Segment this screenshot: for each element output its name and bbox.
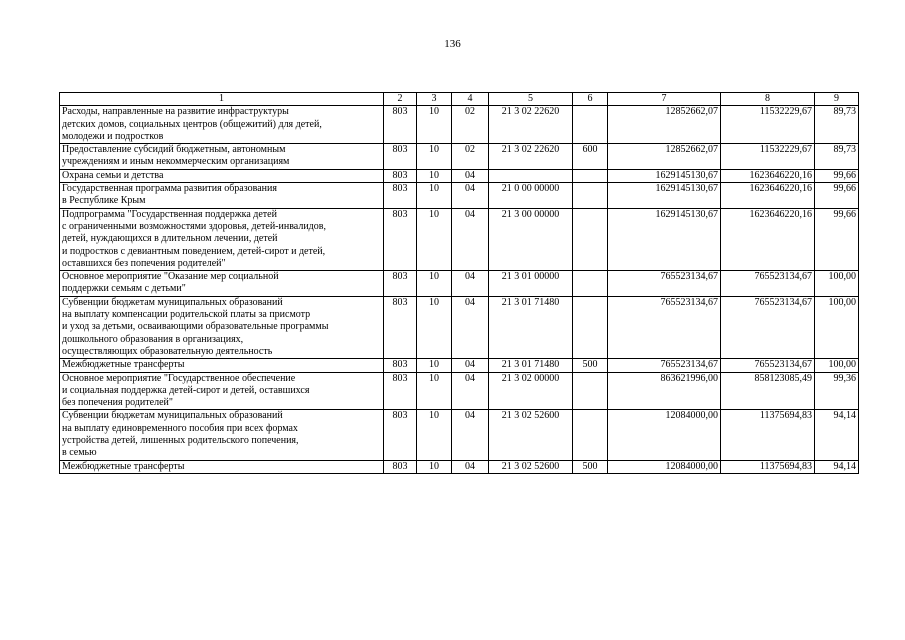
- col-5-value: 21 3 01 00000: [489, 271, 573, 297]
- col-8-value: 1623646220,16: [721, 169, 815, 182]
- col-7-value: 863621996,00: [608, 372, 721, 410]
- column-header: 4: [452, 93, 489, 106]
- col-9-value: 99,36: [815, 372, 859, 410]
- col-4-value: 04: [452, 460, 489, 473]
- col-6-value: [573, 410, 608, 460]
- col-9-value: 100,00: [815, 296, 859, 358]
- col-3-value: 10: [417, 169, 452, 182]
- col-8-value: 11375694,83: [721, 410, 815, 460]
- col-3-value: 10: [417, 183, 452, 209]
- page-number: 136: [444, 38, 461, 50]
- table-row: [60, 144, 859, 170]
- col-5-value: [489, 169, 573, 182]
- col-9-value: 99,66: [815, 183, 859, 209]
- col-5-value: 21 3 02 00000: [489, 372, 573, 410]
- col-9-value: 89,73: [815, 106, 859, 144]
- col-3-value: 10: [417, 359, 452, 372]
- col-6-value: 600: [573, 144, 608, 170]
- col-7-value: 765523134,67: [608, 359, 721, 372]
- row-name: Основное мероприятие "Оказание мер социальной поддержки семьям с детьми": [60, 271, 384, 297]
- col-2-value: 803: [384, 372, 417, 410]
- row-name: Предоставление субсидий бюджетным, автономным учреждениям и иным некоммерческим организациям: [60, 144, 384, 170]
- col-3-value: 10: [417, 296, 452, 358]
- col-5-value: 21 3 01 71480: [489, 296, 573, 358]
- col-2-value: 803: [384, 271, 417, 297]
- table-row: [60, 169, 859, 182]
- row-name: Субвенции бюджетам муниципальных образований на выплату компенсации родительской платы за присмотр и уход за детьми, осваивающими образовательные программы дошкольного образования в организациях, осуществляющих образовательную деятельность: [60, 296, 384, 358]
- col-2-value: 803: [384, 169, 417, 182]
- row-name: Расходы, направленные на развитие инфраструктуры детских домов, социальных центров (общежитий) для детей, молодежи и подростков: [60, 106, 384, 144]
- col-9-value: 99,66: [815, 169, 859, 182]
- col-6-value: [573, 372, 608, 410]
- col-6-value: [573, 296, 608, 358]
- table-row: [60, 271, 859, 297]
- col-8-value: 765523134,67: [721, 271, 815, 297]
- col-4-value: 04: [452, 169, 489, 182]
- row-name: Основное мероприятие "Государственное обеспечение и социальная поддержка детей-сирот и детей, оставшихся без попечения родителей": [60, 372, 384, 410]
- col-7-value: 12852662,07: [608, 144, 721, 170]
- col-3-value: 10: [417, 208, 452, 270]
- col-3-value: 10: [417, 460, 452, 473]
- table-row: [60, 183, 859, 209]
- table-row: [60, 359, 859, 372]
- col-2-value: 803: [384, 183, 417, 209]
- col-4-value: 04: [452, 183, 489, 209]
- col-3-value: 10: [417, 271, 452, 297]
- col-4-value: 04: [452, 296, 489, 358]
- col-8-value: 765523134,67: [721, 359, 815, 372]
- col-3-value: 10: [417, 144, 452, 170]
- col-5-value: 21 3 01 71480: [489, 359, 573, 372]
- column-header: 3: [417, 93, 452, 106]
- col-7-value: 765523134,67: [608, 296, 721, 358]
- col-2-value: 803: [384, 144, 417, 170]
- col-6-value: 500: [573, 359, 608, 372]
- col-3-value: 10: [417, 106, 452, 144]
- row-name: Субвенции бюджетам муниципальных образований на выплату единовременного пособия при всех формах устройства детей, лишенных родительского попечения, в семью: [60, 410, 384, 460]
- col-4-value: 04: [452, 359, 489, 372]
- row-name: Подпрограмма "Государственная поддержка детей с ограниченными возможностями здоровья, детей-инвалидов, детей, нуждающихся в длительном лечении, детей и подростков с девиантным поведением, детей-сирот и детей, оставшихся без попечения родителей": [60, 208, 384, 270]
- col-3-value: 10: [417, 410, 452, 460]
- col-7-value: 12084000,00: [608, 460, 721, 473]
- table-body: [60, 106, 859, 474]
- table-row: [60, 106, 859, 144]
- col-5-value: 21 3 02 52600: [489, 410, 573, 460]
- col-3-value: 10: [417, 372, 452, 410]
- col-4-value: 04: [452, 410, 489, 460]
- col-7-value: 1629145130,67: [608, 169, 721, 182]
- col-5-value: 21 3 02 22620: [489, 106, 573, 144]
- column-header: 7: [608, 93, 721, 106]
- col-8-value: 11375694,83: [721, 460, 815, 473]
- col-7-value: 765523134,67: [608, 271, 721, 297]
- column-header: 8: [721, 93, 815, 106]
- budget-table: [59, 92, 859, 474]
- col-4-value: 02: [452, 144, 489, 170]
- col-9-value: 100,00: [815, 359, 859, 372]
- col-4-value: 02: [452, 106, 489, 144]
- col-2-value: 803: [384, 106, 417, 144]
- col-9-value: 94,14: [815, 410, 859, 460]
- row-name: Межбюджетные трансферты: [60, 460, 384, 473]
- col-6-value: [573, 183, 608, 209]
- table-row: [60, 372, 859, 410]
- column-header: 9: [815, 93, 859, 106]
- table-row: [60, 208, 859, 270]
- col-7-value: 12852662,07: [608, 106, 721, 144]
- col-5-value: 21 3 02 22620: [489, 144, 573, 170]
- col-9-value: 99,66: [815, 208, 859, 270]
- row-name: Государственная программа развития образования в Республике Крым: [60, 183, 384, 209]
- col-2-value: 803: [384, 359, 417, 372]
- col-2-value: 803: [384, 208, 417, 270]
- col-9-value: 89,73: [815, 144, 859, 170]
- col-7-value: 1629145130,67: [608, 208, 721, 270]
- col-9-value: 94,14: [815, 460, 859, 473]
- col-7-value: 1629145130,67: [608, 183, 721, 209]
- col-8-value: 765523134,67: [721, 296, 815, 358]
- col-7-value: 12084000,00: [608, 410, 721, 460]
- header-row: [60, 93, 859, 106]
- col-2-value: 803: [384, 410, 417, 460]
- col-6-value: [573, 208, 608, 270]
- col-4-value: 04: [452, 208, 489, 270]
- column-header: 6: [573, 93, 608, 106]
- row-name: Межбюджетные трансферты: [60, 359, 384, 372]
- col-9-value: 100,00: [815, 271, 859, 297]
- col-4-value: 04: [452, 271, 489, 297]
- col-5-value: 21 3 00 00000: [489, 208, 573, 270]
- col-6-value: [573, 169, 608, 182]
- col-8-value: 1623646220,16: [721, 208, 815, 270]
- column-header: 1: [60, 93, 384, 106]
- row-name: Охрана семьи и детства: [60, 169, 384, 182]
- col-8-value: 858123085,49: [721, 372, 815, 410]
- col-2-value: 803: [384, 296, 417, 358]
- col-4-value: 04: [452, 372, 489, 410]
- column-header: 2: [384, 93, 417, 106]
- column-header: 5: [489, 93, 573, 106]
- col-8-value: 1623646220,16: [721, 183, 815, 209]
- col-8-value: 11532229,67: [721, 144, 815, 170]
- col-5-value: 21 0 00 00000: [489, 183, 573, 209]
- col-6-value: [573, 106, 608, 144]
- table-row: [60, 410, 859, 460]
- table-row: [60, 296, 859, 358]
- col-8-value: 11532229,67: [721, 106, 815, 144]
- table-row: [60, 460, 859, 473]
- col-5-value: 21 3 02 52600: [489, 460, 573, 473]
- col-6-value: [573, 271, 608, 297]
- col-2-value: 803: [384, 460, 417, 473]
- col-6-value: 500: [573, 460, 608, 473]
